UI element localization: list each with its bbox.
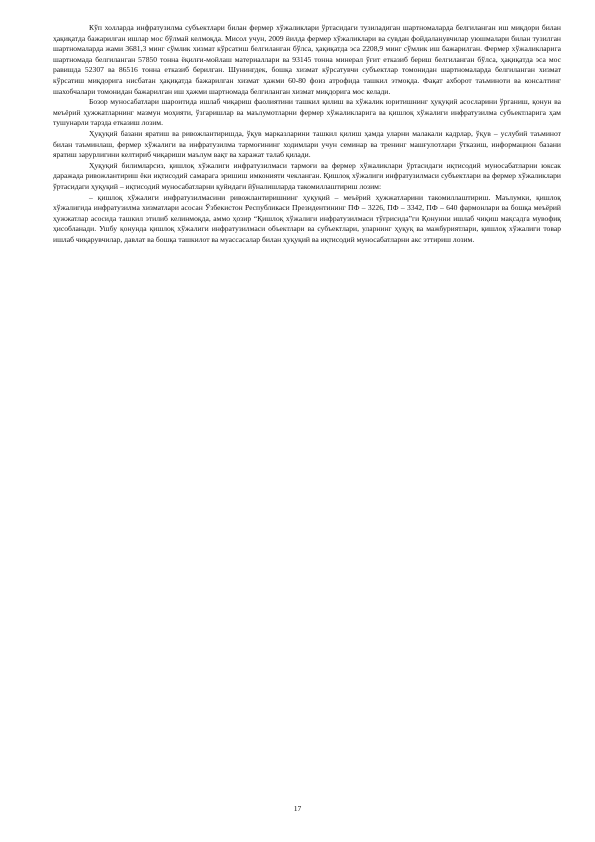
body-text bbox=[53, 23, 561, 245]
paragraph-3: Ҳуқуқий базани яратиш ва ривожлантиришда, ўқув марказларини ташкил қилиш ҳамда уларни малакали кадрлар, ўқув – услубий таъминот билан таъминлаш, фермер хўжалиги ва инфратузилма тармоғининг ходимлари учун семинар ва тренинг машғулотлари ўтказиш, информацион базани яратиш зарурлигини келтириб чиқариши маълум вақт ва харажат талаб қилади. bbox=[53, 128, 561, 160]
paragraph-4: Ҳуқуқий билимларсиз, қишлоқ хўжалиги инфратузилмаси тармоғи ва фермер хўжаликлари ўртасидаги иқтисодий муносабатларни юксак даражада ривожлантириш ёки иқтисодий самарага эришиш имконияти чекланган. Қишлоқ хўжалиги инфратузилмаси субъектлари ва фермер хўжаликлари ўртасидаги ҳуқуқий – иқтисодий муносабатларни қуйидаги йўналишларда такомиллаштириш лозим: bbox=[53, 160, 561, 191]
paragraph-2: Бозор муносабатлари шароитида ишлаб чиқариш фаолиятини ташкил қилиш ва хўжалик юритишнинг ҳуқуқий асосларини ўрганиш, қонун ва меъёрий ҳужжатларнинг мазмун моҳияти, ўзгаришлар ва маълумотларни фермер хўжаликларига ва қишлоқ хўжалиги инфратузилма субъектларига ҳам тушунарли тарзда етказиш лозим. bbox=[53, 97, 561, 128]
page-number: 17 bbox=[293, 804, 302, 813]
paragraph-5: – қишлоқ хўжалиги инфратузилмасини ривожлантиришнинг ҳуқуқий – меъёрий ҳужжатларини такомиллаштириш. Маълумки, қишлоқ хўжалигида инфратузилма хизматлари асосан Ўзбекистон Республикаси Президентининг ПФ – 3226, ПФ – 3342, ПФ – 640 фармонлари ва бошқа меъёрий ҳужжатлар асосида ташкил этилиб келинмоқда, аммо ҳозир “Қишлоқ хўжалиги инфратузилмаси тўғрисида”ги Қонунни ишлаб чиқиш мақсадга мувофиқ ҳисобланади. Ушбу қонунда қишлоқ хўжалиги инфратузилмаси объектлари ва субъектлари, уларнинг ҳуқуқ ва мажбуриятлари, қишлоқ хўжалиги товар ишлаб чиқарувчилар, давлат ва бошқа ташкилот ва муассасалар билан ҳуқуқий ва иқтисодий муносабатларни акс эттириш лозим. bbox=[53, 192, 561, 244]
paragraph-1: Кўп холларда инфратузилма субъектлари билан фермер хўжаликлари ўртасидаги тузиладиган шартномаларда белгиланган иш миқдори билан ҳақиқатда бажарилган ишлар мос бўлмай келмоқда. Мисол учун, 2009 йилда фермер хўжаликлари ва сувдан фойдаланувчилар уюшмалари билан тузилган шартномаларда жами 3681,3 минг сўмлик хизмат кўрсатиш белгиланган бўлса, ҳақиқатда эса 2208,9 минг сўмлик иш бажарилган. Фермер хўжаликларига шартномада белгиланган 57850 тонна ёқилғи-мойлаш материаллари ва 93145 тонна минерал ўғит етказиб бериш белгиланган бўлса, ҳақиқатда эса мос равишда 52307 ва 86516 тонна етказиб берилган. Шунингдек, бошқа хизмат кўрсатувчи субъектлар томонидан шартномаларда белгиланган хизмат кўрсатиш миқдорига нисбатан ҳақиқатда бажарилган хизмат ҳажми 60-80 фоиз атрофида ташкил этмоқда. Фақат ахборот таъминоти ва консалтинг шахобчалари томонидан бажарилган иш ҳажми шартномада белгиланган хизмат миқдорига мос келади. bbox=[53, 23, 561, 96]
